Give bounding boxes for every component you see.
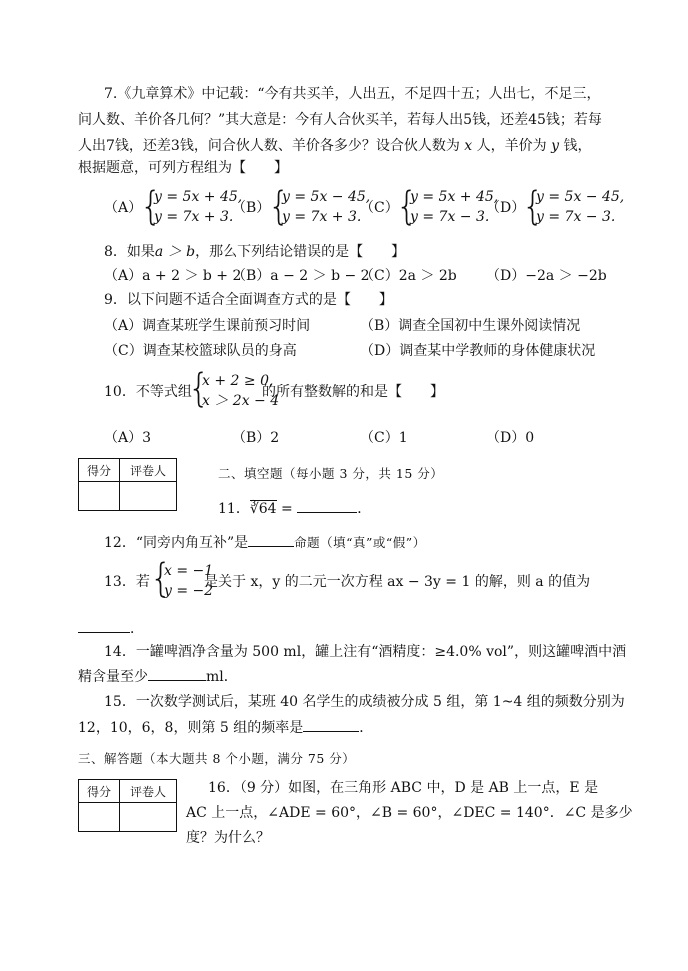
q10-system <box>188 365 280 412</box>
q13-end: ． <box>130 621 144 637</box>
option-label: （D） <box>486 200 526 216</box>
q9-stem: 9．以下问题不适合全面调查方式的是【 】 <box>104 292 393 308</box>
q15-line1: 15．一次数学测试后，某班 40 名学生的成绩被分成 5 组，第 1~4 组的频数分别为 <box>104 694 625 710</box>
q7-option-c[interactable] <box>360 183 500 230</box>
q13-stem-a: 13．若 <box>104 574 150 590</box>
q14-line1: 14．一罐啤酒净含量为 500 ml，罐上注有“酒精度：≥4.0% vol”，则这罐啤酒中酒 <box>104 644 627 660</box>
q14-line2a: 精含量至少 <box>78 669 148 685</box>
q11-stem: 11． <box>218 501 250 517</box>
q10-eq1: x + 2 ≥ 0, <box>202 373 274 389</box>
equation-2: y = 7x + 3. <box>154 209 234 225</box>
q13-eq2: y = −2 <box>164 583 214 599</box>
brace-icon: { <box>522 183 544 230</box>
q11-equals: = <box>276 501 298 517</box>
q10-stem-b: 的所有整数解的和是【 】 <box>262 384 444 400</box>
q13-answer-line <box>78 618 144 639</box>
q11-radical: ∛64 <box>249 501 277 517</box>
q12 <box>104 532 426 553</box>
q10-option-a[interactable]: （A）3 <box>104 430 152 446</box>
q8-stem-b: ，那么下列结论错误的是【 】 <box>195 244 406 260</box>
brace-icon: { <box>268 183 290 230</box>
q7-option-d[interactable] <box>486 183 626 230</box>
q16-line2: AC 上一点，∠ADE = 60°，∠B = 60°，∠DEC = 140°．∠C 是多少 <box>186 805 633 821</box>
section2-title: 二、填空题 <box>218 466 284 481</box>
q8-stem-a: 8．如果 <box>104 244 155 260</box>
option-label: （B） <box>232 200 271 216</box>
q14-line2 <box>78 666 238 687</box>
q12-answer-blank[interactable] <box>248 532 294 547</box>
q7-var-x: x <box>464 138 473 154</box>
q13-stem-b: 是关于 x，y 的二元一次方程 ax − 3y = 1 的解，则 a 的值为 <box>204 574 591 590</box>
q15-answer-blank[interactable] <box>303 717 359 732</box>
q13-eq1: x = −1 <box>164 563 214 579</box>
equation-1: y = 5x + 45, <box>410 189 499 205</box>
equation-1: y = 5x − 45, <box>536 189 625 205</box>
q7-line2: 问人数、羊价各几何？”其大意是：今有人合伙买羊，若每人出5钱，还差45钱；若每 <box>78 112 602 128</box>
brace-icon: { <box>188 365 210 412</box>
q15-line2b: ． <box>359 720 374 736</box>
score-cell[interactable] <box>79 803 120 832</box>
q12-text-a: 12．“同旁内角互补”是 <box>104 535 249 551</box>
equation-1: y = 5x + 45, <box>154 189 243 205</box>
q8-option-b[interactable]: （B）a − 2 ＞ b − 2 <box>232 268 370 284</box>
q16-line3: 度？为什么？ <box>186 830 270 846</box>
section3-title: 三、解答题 <box>78 751 144 766</box>
q8-option-c[interactable]: （C）2a ＞ 2b <box>360 268 457 284</box>
equation-2: y = 7x + 3. <box>282 209 362 225</box>
q8-option-a[interactable]: （A）a + 2 ＞ b + 2 <box>104 268 242 284</box>
equation-2: y = 7x − 3. <box>410 209 490 225</box>
q11-answer-blank[interactable] <box>297 498 357 513</box>
q13-answer-blank[interactable] <box>78 618 130 633</box>
q10-option-b[interactable]: （B）2 <box>232 430 280 446</box>
grader-header: 评卷人 <box>120 459 177 482</box>
q8-condition: a ＞ b <box>154 244 196 260</box>
q7-line3c: 钱， <box>563 138 592 154</box>
q11 <box>218 498 371 519</box>
q11-end: ． <box>357 501 372 517</box>
q7-line3 <box>78 136 591 156</box>
q7-option-b[interactable] <box>232 183 372 230</box>
score-cell[interactable] <box>79 482 120 511</box>
option-label: （C） <box>360 200 399 216</box>
q7-line1: 7.《九章算术》中记载：“今有共买羊，人出五，不足四十五；人出七，不足三， <box>104 86 601 102</box>
q7-option-a[interactable] <box>104 183 244 230</box>
brace-icon: { <box>150 555 172 602</box>
grader-cell[interactable] <box>120 803 177 832</box>
q7-line4: 根据题意，可列方程组为【 】 <box>78 160 288 176</box>
section2-heading <box>218 464 443 484</box>
q16-line1: 16．（9 分）如图，在三角形 ABC 中，D 是 AB 上一点，E 是 <box>208 780 599 796</box>
q7-line3-text: 人出7钱，还差3钱，问合伙人数、羊价各多少？设合伙人数为 <box>78 138 460 154</box>
option-label: （A） <box>104 200 143 216</box>
score-header: 得分 <box>79 780 120 803</box>
q10-option-c[interactable]: （C）1 <box>360 430 408 446</box>
equation-1: y = 5x − 45, <box>282 189 371 205</box>
q7-var-y: y <box>551 138 560 154</box>
equation-2: y = 7x − 3. <box>536 209 616 225</box>
grader-header: 评卷人 <box>120 780 177 803</box>
q14-line2b: ml． <box>206 669 238 685</box>
q15-line2 <box>78 717 373 738</box>
score-table <box>78 458 177 511</box>
score-table <box>78 779 177 832</box>
q9-option-a[interactable]: （A）调查某班学生课前预习时间 <box>104 318 311 334</box>
section3-heading <box>78 749 355 769</box>
q14-answer-blank[interactable] <box>148 666 206 681</box>
q9-option-d[interactable]: （D）调查某中学教师的身体健康状况 <box>360 343 596 359</box>
q10-stem-a: 10．不等式组 <box>104 384 192 400</box>
score-header: 得分 <box>79 459 120 482</box>
section3-note: （本大题共 8 个小题，满分 75 分） <box>143 751 356 766</box>
brace-icon: { <box>140 183 162 230</box>
q10-option-d[interactable]: （D）0 <box>486 430 535 446</box>
grader-cell[interactable] <box>120 482 177 511</box>
q8-option-d[interactable]: （D）−2a ＞ −2b <box>486 268 607 284</box>
section2-note: （每小题 3 分，共 15 分） <box>283 466 444 481</box>
q13-system <box>150 555 214 602</box>
q9-option-b[interactable]: （B）调查全国初中生课外阅读情况 <box>360 318 581 334</box>
q15-line2a: 12，10，6，8，则第 5 组的频率是 <box>78 720 304 736</box>
brace-icon: { <box>396 183 418 230</box>
q8-stem <box>104 242 405 262</box>
q10-eq2: x ＞ 2x − 4 <box>202 393 280 409</box>
q7-line3b: 人，羊价为 <box>476 138 547 154</box>
q9-option-c[interactable]: （C）调查某校篮球队员的身高 <box>104 343 297 359</box>
q12-text-b: 命题（填“真”或“假”） <box>294 535 426 550</box>
